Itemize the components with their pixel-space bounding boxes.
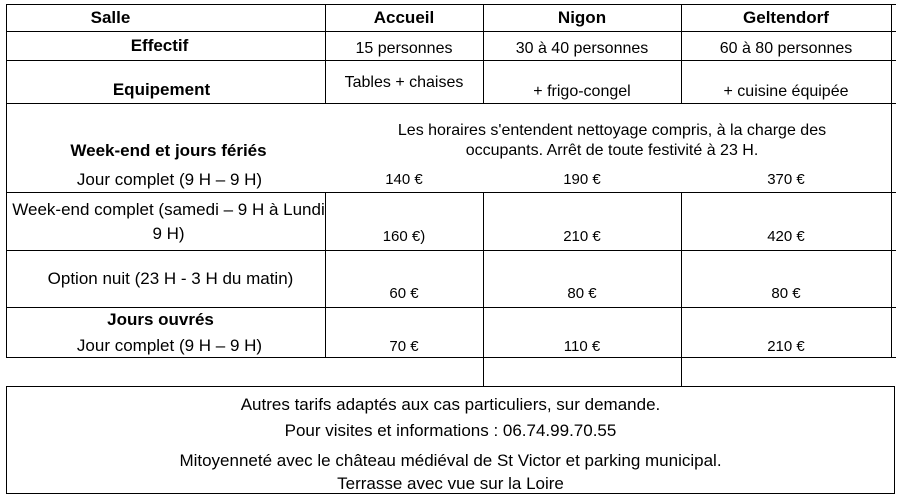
header-salle: Salle — [90, 8, 131, 27]
price-cell: 80 € — [567, 284, 597, 302]
grid-line — [891, 4, 892, 358]
grid-line — [6, 103, 896, 104]
price-cell: 190 € — [563, 170, 601, 188]
price-cell: 70 € — [389, 337, 419, 355]
header-room-accueil: Accueil — [373, 8, 435, 27]
price-cell: 110 € — [563, 337, 601, 355]
price-cell: 370 € — [767, 170, 805, 188]
grid-line — [681, 358, 682, 386]
price-cell: 210 € — [563, 227, 601, 245]
grid-line — [6, 250, 896, 251]
price-cell: 160 €) — [382, 227, 426, 245]
footer-line: Autres tarifs adaptés aux cas particuliers, sur demande. — [240, 395, 661, 414]
header-room-geltendorf: Geltendorf — [743, 8, 829, 27]
price-cell: 140 € — [385, 170, 423, 188]
effectif-value: 15 personnes — [355, 40, 453, 57]
footer-line: Terrasse avec vue sur la Loire — [337, 474, 564, 493]
footer-info-box — [6, 386, 895, 494]
price-cell: 60 € — [389, 284, 419, 302]
ouvres-heading: Jours ouvrés — [107, 310, 214, 329]
price-cell: 420 € — [767, 227, 805, 245]
weekend-row-label: Week-end complet (samedi – 9 H à Lundi 9 H) — [12, 200, 325, 243]
pricing-table — [6, 4, 896, 358]
header-room-nigon: Nigon — [557, 8, 607, 27]
equipement-value: + cuisine équipée — [723, 82, 849, 100]
weekend-row-label: Jour complet (9 H – 9 H) — [76, 169, 263, 189]
grid-line — [325, 192, 326, 358]
grid-line — [483, 192, 484, 358]
grid-line — [681, 192, 682, 358]
equipement-value: + frigo-congel — [533, 82, 631, 100]
equipement-value: Tables + chaises — [344, 73, 464, 91]
weekend-row-label: Option nuit (23 H - 3 H du matin) — [47, 269, 294, 288]
grid-line — [6, 357, 896, 358]
effectif-label: Effectif — [130, 36, 189, 55]
footer-line: Pour visites et informations : 06.74.99.70.55 — [284, 421, 617, 440]
grid-line — [6, 192, 896, 193]
ouvres-row-label: Jour complet (9 H – 9 H) — [76, 335, 263, 355]
footer-line: Mitoyenneté avec le château médiéval de St Victor et parking municipal. — [179, 451, 722, 470]
equipement-label: Equipement — [112, 79, 211, 99]
effectif-value: 60 à 80 personnes — [719, 40, 853, 57]
effectif-value: 30 à 40 personnes — [515, 40, 649, 57]
weekend-heading: Week-end et jours fériés — [70, 140, 267, 160]
weekend-note: Les horaires s'entendent nettoyage compris, à la charge des occupants. Arrêt de toute festivité à 23 H. — [397, 122, 827, 159]
price-cell: 80 € — [771, 284, 801, 302]
price-cell: 210 € — [767, 337, 805, 355]
grid-line — [483, 358, 484, 386]
